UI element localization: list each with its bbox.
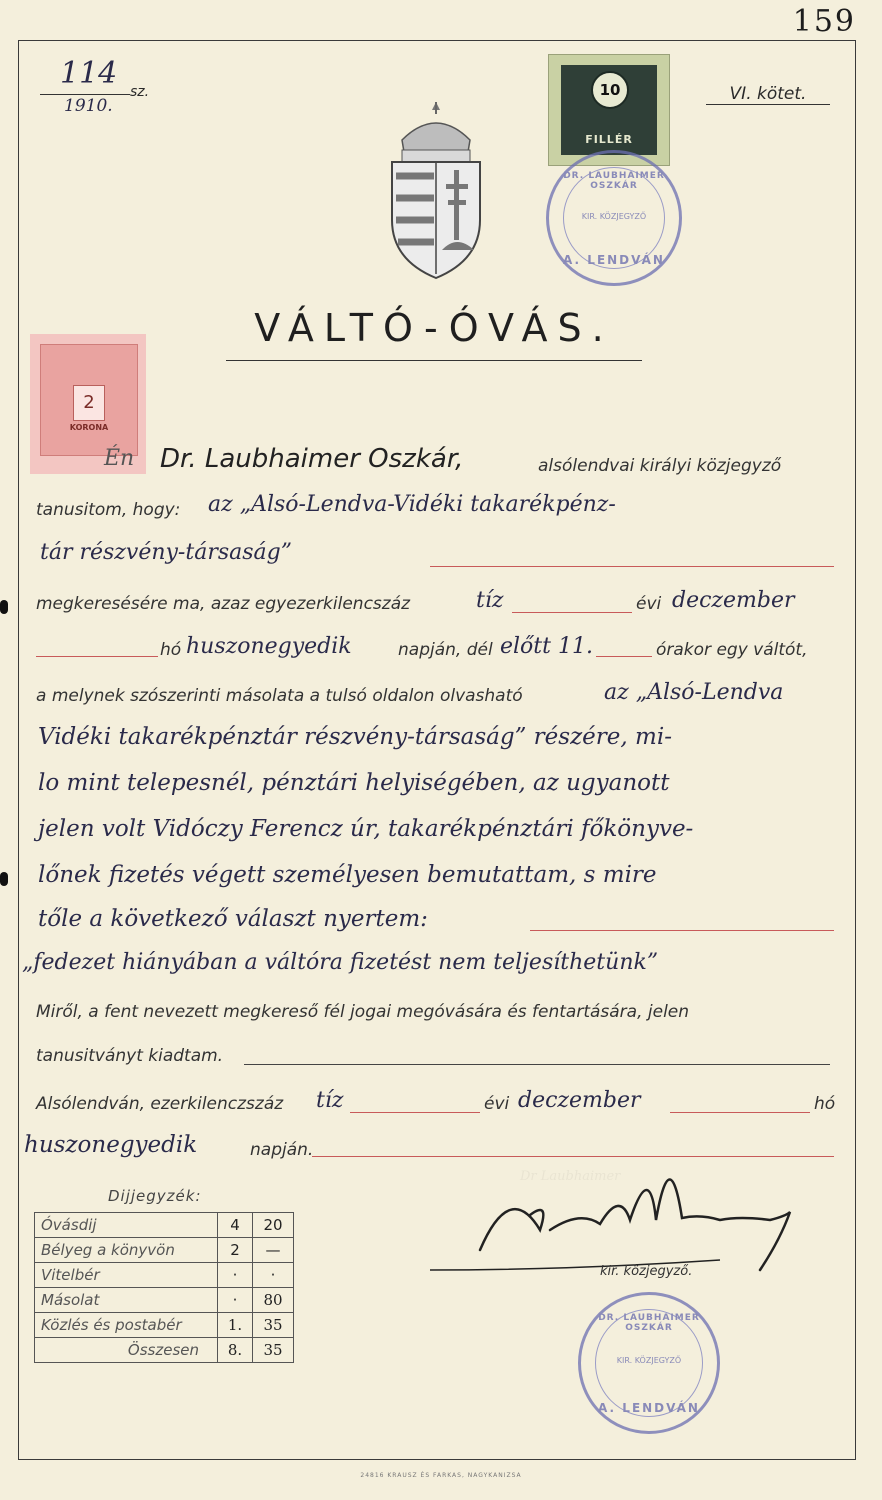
body-hand-prefix: Én	[104, 446, 135, 471]
seal-text-top: DR. LAUBHAIMER OSZKÁR	[598, 1313, 700, 1333]
fee-label: Másolat	[35, 1288, 218, 1313]
document-number-rule	[40, 94, 130, 95]
fee-korona: 1.	[218, 1313, 253, 1338]
body-line-11-hand: tőle a következő választ nyertem:	[38, 906, 428, 932]
fill-line	[670, 1112, 810, 1113]
fees-row	[35, 1263, 294, 1288]
body-line-12-hand: „fedezet hiányában a váltóra fizetést nem teljesíthetünk”	[22, 950, 659, 975]
fill-line	[36, 656, 158, 657]
stamp-unit: FILLÉR	[585, 133, 633, 146]
body-line-10-hand: lőnek fizetés végett személyesen bemutattam, s mire	[38, 862, 657, 888]
fee-filler: 35	[253, 1313, 294, 1338]
body-line-2-hand: az „Alsó-Lendva-Vidéki takarékpénz-	[208, 492, 616, 517]
body-line-16-day: huszonegyedik	[24, 1132, 198, 1158]
seal-text-middle: KIR. KÖZJEGYZŐ	[616, 1356, 682, 1366]
fees-total-row	[35, 1338, 294, 1363]
volume-label: VI. kötet.	[706, 84, 830, 105]
document-year: 1910.	[64, 96, 113, 116]
fill-line	[244, 1064, 830, 1065]
document-number-value: 114	[60, 56, 118, 91]
binder-hole-top	[0, 600, 8, 614]
body-line-5-print-c: órakor egy váltót,	[656, 640, 808, 660]
body-line-15-print-a: Alsólendván, ezerkilenczszáz	[36, 1094, 284, 1114]
coat-of-arms-icon	[388, 100, 484, 280]
fill-line	[430, 566, 834, 567]
stamp-inner	[561, 65, 657, 155]
notary-name: Dr. Laubhaimer Oszkár,	[160, 444, 464, 474]
notary-signature	[420, 1120, 800, 1280]
fee-label: Közlés és postabér	[35, 1313, 218, 1338]
body-line-5-print-a: hó	[160, 640, 182, 660]
fill-line	[512, 612, 632, 613]
signature-text: Dr Laubhaimer	[520, 1169, 621, 1184]
body-line-15-print-b: évi	[484, 1094, 510, 1114]
seal-text-bottom: A. LENDVÁN	[598, 1401, 700, 1415]
document-title: VÁLTÓ-ÓVÁS.	[254, 306, 614, 350]
body-line-5-time: előtt 11.	[500, 634, 593, 659]
body-line-2-print: tanusitom, hogy:	[36, 500, 181, 520]
seal-text-top: DR. LAUBHAIMER OSZKÁR	[563, 171, 665, 191]
notary-seal-top	[546, 150, 682, 286]
fee-filler: 20	[253, 1213, 294, 1238]
fee-korona: ·	[218, 1288, 253, 1313]
title-underline	[226, 360, 642, 361]
fee-label: Összesen	[35, 1338, 218, 1363]
stamp-inner	[40, 344, 138, 456]
fee-korona: 8.	[218, 1338, 253, 1363]
page-number: 159	[792, 4, 856, 39]
number-suffix: sz.	[130, 84, 150, 100]
fees-row	[35, 1288, 294, 1313]
fee-korona: 2	[218, 1238, 253, 1263]
body-line-7-hand: Vidéki takarékpénztár részvény-társaság” részére, mi-	[38, 724, 672, 750]
body-line-5-day: huszonegyedik	[186, 634, 352, 659]
body-line-3-hand: tár részvény-társaság”	[40, 540, 292, 565]
notary-role: alsólendvai királyi közjegyző	[538, 456, 782, 476]
notary-seal-bottom	[578, 1292, 720, 1434]
fee-label: Vitelbér	[35, 1263, 218, 1288]
seal-text-bottom: A. LENDVÁN	[563, 253, 665, 267]
signature-title: kir. közjegyző.	[600, 1264, 693, 1279]
fees-row	[35, 1313, 294, 1338]
stamp-value: 2	[73, 385, 105, 421]
fee-korona: 4	[218, 1213, 253, 1238]
fees-title: Dijjegyzék:	[108, 1187, 202, 1205]
body-line-8-hand: lo mint telepesnél, pénztári helyiségében, az ugyanott	[38, 770, 670, 796]
printer-imprint: 24816 KRAUSZ ÉS FARKAS, NAGYKANIZSA	[360, 1472, 522, 1479]
body-line-14-print: tanusitványt kiadtam.	[36, 1046, 224, 1066]
body-line-13-print: Miről, a fent nevezett megkereső fél jogai megóvására és fentartására, jelen	[36, 1002, 690, 1022]
binder-hole-bottom	[0, 872, 8, 886]
seal-text-middle: KIR. KÖZJEGYZŐ	[581, 211, 647, 221]
fees-row	[35, 1213, 294, 1238]
body-line-4-month: deczember	[672, 588, 795, 613]
fee-filler: —	[253, 1238, 294, 1263]
fill-line	[530, 930, 834, 931]
fees-table	[34, 1212, 294, 1363]
fees-row	[35, 1238, 294, 1263]
fee-korona: ·	[218, 1263, 253, 1288]
body-line-16-print: napján.	[250, 1140, 314, 1160]
fee-label: Bélyeg a könyvön	[35, 1238, 218, 1263]
body-line-6-hand: az „Alsó-Lendva	[604, 680, 784, 705]
body-line-4-year: tíz	[476, 588, 504, 613]
body-line-15-year: tíz	[316, 1088, 344, 1113]
fee-filler: 35	[253, 1338, 294, 1363]
body-line-15-month: deczember	[518, 1088, 641, 1113]
body-line-6-print: a melynek szószerinti másolata a tulsó oldalon olvasható	[36, 686, 523, 706]
stamp-unit: KORONA	[69, 423, 109, 432]
fee-filler: 80	[253, 1288, 294, 1313]
fee-label: Óvásdij	[35, 1213, 218, 1238]
body-line-4-print-a: megkeresésére ma, azaz egyezerkilencszáz	[36, 594, 411, 614]
fill-line	[596, 656, 652, 657]
body-line-15-print-c: hó	[814, 1094, 836, 1114]
body-line-4-print-b: évi	[636, 594, 662, 614]
stamp-value: 10	[591, 71, 629, 109]
fee-filler: ·	[253, 1263, 294, 1288]
body-line-5-print-b: napján, dél	[398, 640, 493, 660]
fill-line	[350, 1112, 480, 1113]
body-line-9-hand: jelen volt Vidóczy Ferencz úr, takarékpénztári főkönyve-	[38, 816, 694, 842]
